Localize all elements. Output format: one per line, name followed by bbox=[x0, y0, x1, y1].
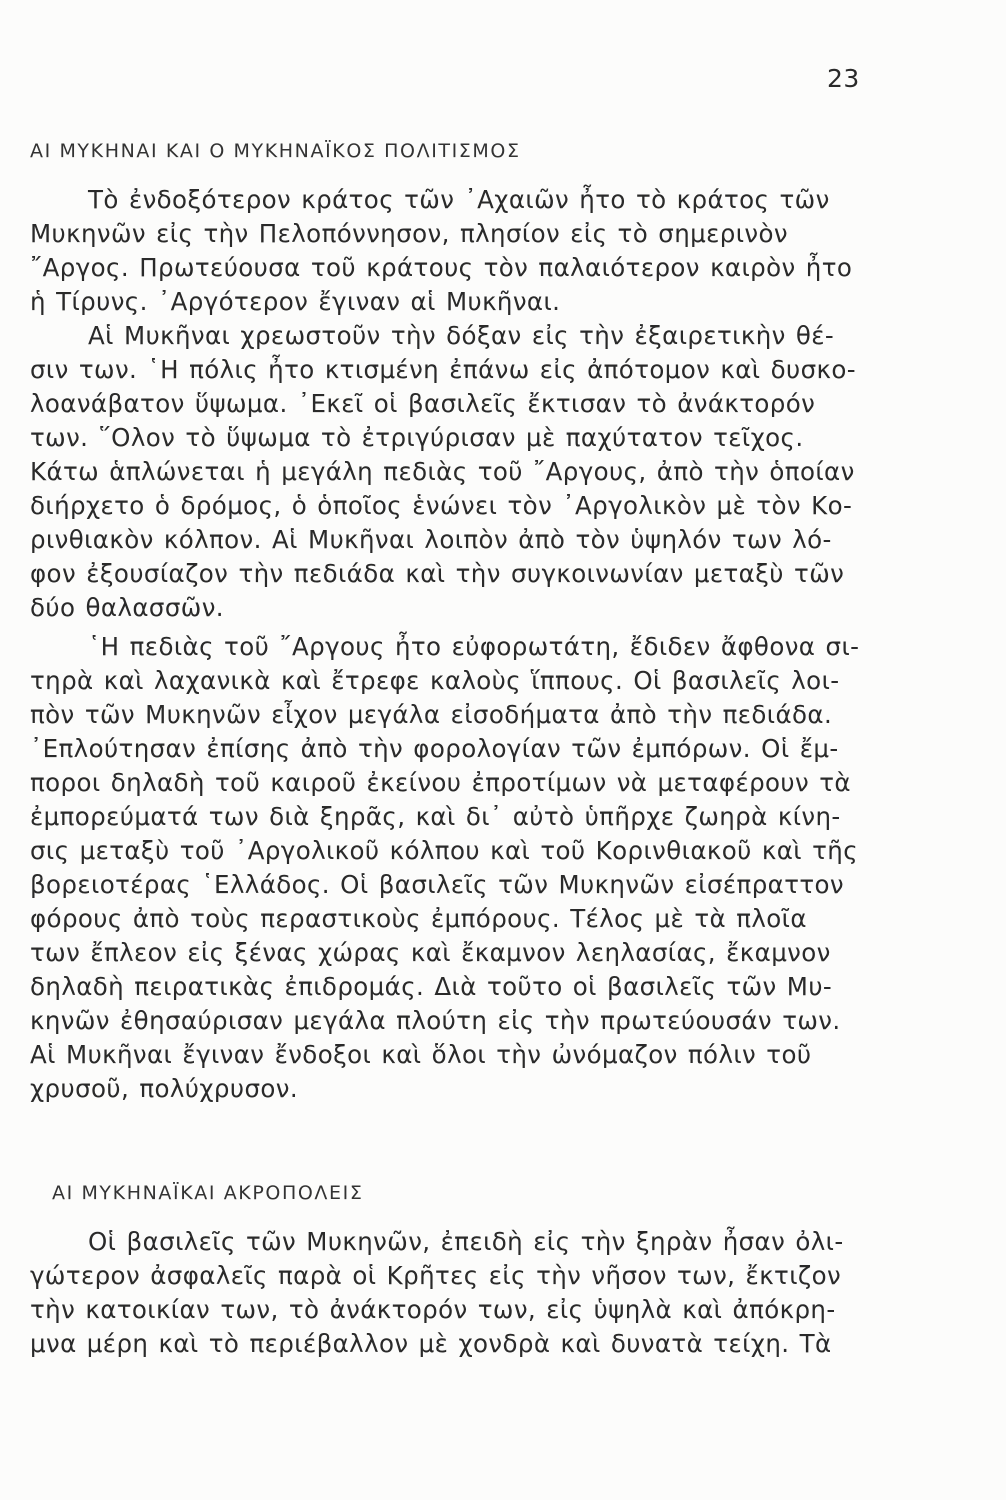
text-line: δηλαδὴ πειρατικὰς ἐπιδρομάς. Διὰ τοῦτο οἱ βασιλεῖς τῶν Μυ- bbox=[30, 972, 833, 1001]
paragraph-achaean-kingdom bbox=[30, 183, 890, 625]
text-line: Τὸ ἐνδοξότερον κράτος τῶν ᾿Αχαιῶν ἦτο τὸ κράτος τῶν bbox=[88, 185, 830, 214]
text-line: διήρχετο ὁ δρόμος, ὁ ὁποῖος ἑνώνει τὸν ᾿Αργολικὸν μὲ τὸν Κο- bbox=[30, 491, 853, 520]
text-line: σις μεταξὺ τοῦ ᾿Αργολικοῦ κόλπου καὶ τοῦ Κορινθιακοῦ καὶ τῆς bbox=[30, 836, 859, 865]
text-line: ρινθιακὸν κόλπον. Αἱ Μυκῆναι λοιπὸν ἀπὸ τὸν ὑψηλόν των λό- bbox=[30, 525, 832, 554]
text-line: Μυκηνῶν εἰς τὴν Πελοπόννησον, πλησίον εἰς τὸ σημερινὸν bbox=[30, 219, 788, 248]
text-line: ῎Αργος. Πρωτεύουσα τοῦ κράτους τὸν παλαιότερον καιρὸν ἦτο bbox=[30, 253, 853, 282]
text-line: κηνῶν ἐθησαύρισαν μεγάλα πλούτη εἰς τὴν πρωτεύουσάν των. bbox=[30, 1006, 841, 1035]
text-line: ἐμπορεύματά των διὰ ξηρᾶς, καὶ δι᾿ αὐτὸ ὑπῆρχε ζωηρὰ κίνη- bbox=[30, 802, 841, 831]
paragraph-acropoleis bbox=[30, 1225, 890, 1361]
page-number: 23 bbox=[827, 64, 860, 93]
text-line: ᾿Επλούτησαν ἐπίσης ἀπὸ τὴν φορολογίαν τῶν ἐμπόρων. Οἱ ἔμ- bbox=[30, 734, 839, 763]
text-line: των. ῞Ολον τὸ ὕψωμα τὸ ἐτριγύρισαν μὲ παχύτατον τεῖχος. bbox=[30, 423, 804, 452]
text-line: βορειοτέρας ῾Ελλάδος. Οἱ βασιλεῖς τῶν Μυκηνῶν εἰσέπραττον bbox=[30, 870, 844, 899]
text-line: τὴν κατοικίαν των, τὸ ἀνάκτορόν των, εἰς ὑψηλὰ καὶ ἀπόκρη- bbox=[30, 1295, 836, 1324]
text-line: ῾Η πεδιὰς τοῦ ῎Αργους ἦτο εὐφορωτάτη, ἔδιδεν ἄφθονα σι- bbox=[88, 632, 860, 661]
text-line: των ἔπλεον εἰς ξένας χώρας καὶ ἔκαμνον λεηλασίας, ἔκαμνον bbox=[30, 938, 831, 967]
section-heading-mycenae-civilization: ΑΙ ΜΥΚΗΝΑΙ ΚΑΙ Ο ΜΥΚΗΝΑΪΚΟΣ ΠΟΛΙΤΙΣΜΟΣ bbox=[30, 140, 521, 162]
text-line: Αἱ Μυκῆναι χρεωστοῦν τὴν δόξαν εἰς τὴν ἐξαιρετικὴν θέ- bbox=[88, 321, 835, 350]
text-line: γώτερον ἀσφαλεῖς παρὰ οἱ Κρῆτες εἰς τὴν νῆσον των, ἔκτιζον bbox=[30, 1261, 842, 1290]
text-line: φον ἐξουσίαζον τὴν πεδιάδα καὶ τὴν συγκοινωνίαν μεταξὺ τῶν bbox=[30, 559, 845, 588]
text-line: ποροι δηλαδὴ τοῦ καιροῦ ἐκείνου ἐπροτίμων νὰ μεταφέρουν τὰ bbox=[30, 768, 851, 797]
text-line: λοανάβατον ὕψωμα. ᾿Εκεῖ οἱ βασιλεῖς ἔκτισαν τὸ ἀνάκτορόν bbox=[30, 389, 816, 418]
paragraph-argos-plain bbox=[30, 630, 890, 1106]
text-line: φόρους ἀπὸ τοὺς περαστικοὺς ἐμπόρους. Τέλος μὲ τὰ πλοῖα bbox=[30, 904, 807, 933]
text-line: ἡ Τίρυνς. ᾿Αργότερον ἔγιναν αἱ Μυκῆναι. bbox=[30, 287, 561, 316]
text-line: δύο θαλασσῶν. bbox=[30, 593, 224, 622]
text-line: χρυσοῦ, πολύχρυσον. bbox=[30, 1074, 299, 1103]
text-line: σιν των. ῾Η πόλις ἦτο κτισμένη ἐπάνω εἰς ἀπότομον καὶ δυσκο- bbox=[30, 355, 857, 384]
text-line: μνα μέρη καὶ τὸ περιέβαλλον μὲ χονδρὰ καὶ δυνατὰ τείχη. Τὰ bbox=[30, 1329, 832, 1358]
text-line: πὸν τῶν Μυκηνῶν εἶχον μεγάλα εἰσοδήματα ἀπὸ τὴν πεδιάδα. bbox=[30, 700, 833, 729]
text-line: Κάτω ἁπλώνεται ἡ μεγάλη πεδιὰς τοῦ ῎Αργους, ἀπὸ τὴν ὁποίαν bbox=[30, 457, 855, 486]
text-line: τηρὰ καὶ λαχανικὰ καὶ ἔτρεφε καλοὺς ἵππους. Οἱ βασιλεῖς λοι- bbox=[30, 666, 840, 695]
text-line: Αἱ Μυκῆναι ἔγιναν ἔνδοξοι καὶ ὅλοι τὴν ὠνόμαζον πόλιν τοῦ bbox=[30, 1040, 812, 1069]
section-heading-mycenaean-acropoleis: ΑΙ ΜΥΚΗΝΑΪΚΑΙ ΑΚΡΟΠΟΛΕΙΣ bbox=[52, 1182, 364, 1204]
text-line: Οἱ βασιλεῖς τῶν Μυκηνῶν, ἐπειδὴ εἰς τὴν ξηρὰν ἦσαν ὀλι- bbox=[88, 1227, 844, 1256]
